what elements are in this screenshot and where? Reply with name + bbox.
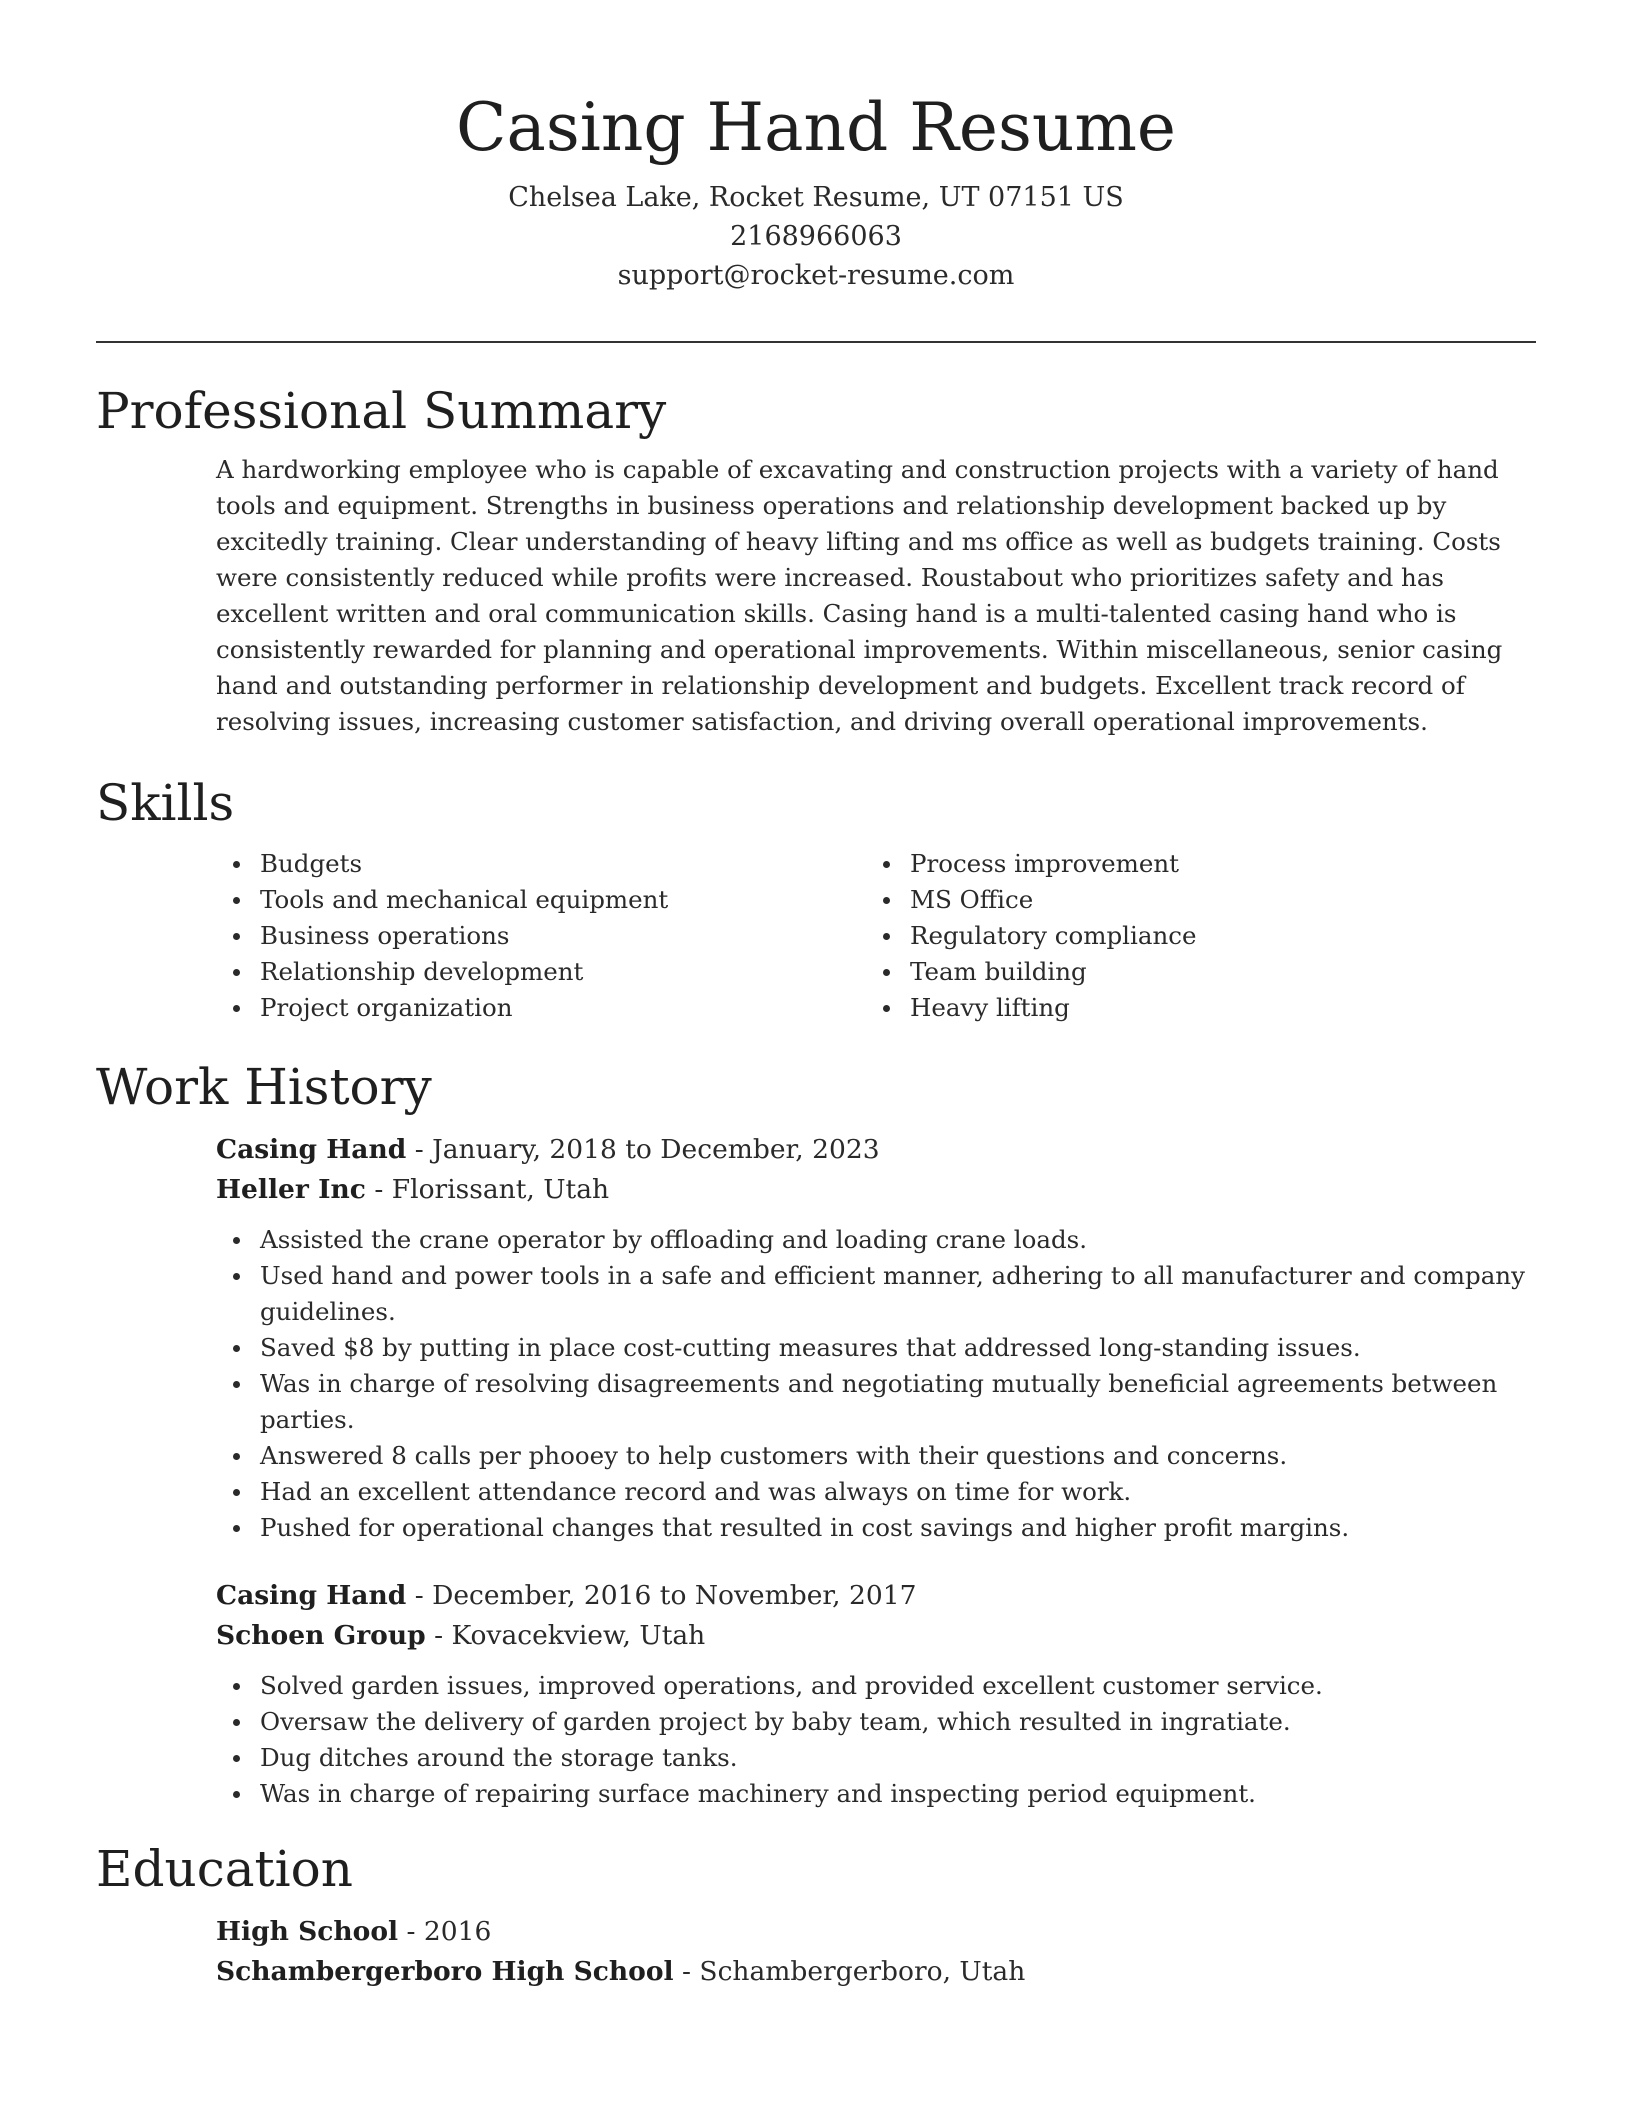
- job-dates: - January, 2018 to December, 2023: [414, 1134, 880, 1165]
- job-bullet: Dug ditches around the storage tanks.: [216, 1740, 1526, 1776]
- education-degree: High School: [216, 1916, 399, 1947]
- contact-address: Chelsea Lake, Rocket Resume, UT 07151 US: [508, 182, 1124, 213]
- education-year: - 2016: [406, 1916, 492, 1947]
- job-bullet: Was in charge of resolving disagreements and negotiating mutually beneficial agreements between parties.: [216, 1366, 1526, 1438]
- skill-item: Heavy lifting: [866, 990, 1516, 1026]
- job-bullets: [96, 1668, 1526, 1812]
- job-title: Casing Hand: [216, 1580, 407, 1611]
- skills-column-right: [866, 846, 1516, 1026]
- job-entry: [216, 1576, 1526, 1812]
- job-bullets: [96, 1222, 1526, 1546]
- skill-item: Team building: [866, 954, 1516, 990]
- education-degree-line: [216, 1912, 1526, 1952]
- education-heading: Education: [96, 1840, 353, 1898]
- skills-heading: Skills: [96, 774, 235, 832]
- resume-title: Casing Hand Resume: [456, 89, 1176, 166]
- work-history-section: [96, 1052, 1536, 1812]
- summary-section: [96, 376, 1536, 740]
- skill-item: Business operations: [216, 918, 866, 954]
- job-bullet: Had an excellent attendance record and was always on time for work.: [216, 1474, 1526, 1510]
- job-entry: [216, 1130, 1526, 1546]
- job-company-line: [216, 1170, 1526, 1210]
- job-bullet: Pushed for operational changes that resulted in cost savings and higher profit margins.: [216, 1510, 1526, 1546]
- skill-item: Relationship development: [216, 954, 866, 990]
- resume-header: [0, 80, 1632, 295]
- skills-section: [96, 768, 1536, 1026]
- job-title-line: [216, 1130, 1526, 1170]
- job-title-line: [216, 1576, 1526, 1616]
- education-location: - Schambergerboro, Utah: [682, 1956, 1026, 1987]
- job-location: - Florissant, Utah: [374, 1174, 610, 1205]
- contact-phone: 2168966063: [730, 221, 902, 252]
- education-section: [96, 1834, 1536, 1992]
- skill-item: Regulatory compliance: [866, 918, 1516, 954]
- job-company: Schoen Group: [216, 1620, 426, 1651]
- job-bullet: Used hand and power tools in a safe and efficient manner, adhering to all manufacturer and company guidelines.: [216, 1258, 1526, 1330]
- job-company-line: [216, 1616, 1526, 1656]
- job-dates: - December, 2016 to November, 2017: [414, 1580, 917, 1611]
- skills-column-left: [216, 846, 866, 1026]
- job-bullet: Was in charge of repairing surface machinery and inspecting period equipment.: [216, 1776, 1526, 1812]
- header-divider: [96, 341, 1536, 343]
- skills-grid: [216, 846, 1526, 1026]
- skill-item: Process improvement: [866, 846, 1516, 882]
- job-bullet: Saved $8 by putting in place cost-cutting measures that addressed long-standing issues.: [216, 1330, 1526, 1366]
- job-bullet: Solved garden issues, improved operations, and provided excellent customer service.: [216, 1668, 1526, 1704]
- job-company: Heller Inc: [216, 1174, 366, 1205]
- summary-heading: Professional Summary: [96, 382, 667, 440]
- job-bullet: Answered 8 calls per phooey to help customers with their questions and concerns.: [216, 1438, 1526, 1474]
- work-history-heading: Work History: [96, 1058, 432, 1116]
- skill-item: Project organization: [216, 990, 866, 1026]
- contact-email: support@rocket-resume.com: [617, 260, 1015, 291]
- job-bullet: Oversaw the delivery of garden project by baby team, which resulted in ingratiate.: [216, 1704, 1526, 1740]
- skill-item: Budgets: [216, 846, 866, 882]
- education-entry: [216, 1912, 1526, 1992]
- job-location: - Kovacekview, Utah: [434, 1620, 706, 1651]
- job-bullet: Assisted the crane operator by offloading and loading crane loads.: [216, 1222, 1526, 1258]
- education-school: Schambergerboro High School: [216, 1956, 674, 1987]
- education-school-line: [216, 1952, 1526, 1992]
- skill-item: Tools and mechanical equipment: [216, 882, 866, 918]
- summary-text: A hardworking employee who is capable of excavating and construction projects with a variety of hand tools and equipment. Strengths in business operations and relationship development backed up by excitedly training. Clear understanding of heavy lifting and ms office as well as budgets training. Costs were consistently reduced while profits were increased. Roustabout who prioritizes safety and has excellent written and oral communication skills. Casing hand is a multi-talented casing hand who is consistently rewarded for planning and operational improvements. Within miscellaneous, senior casing hand and outstanding performer in relationship development and budgets. Excellent track record of resolving issues, increasing customer satisfaction, and driving overall operational improvements.: [216, 455, 1503, 736]
- job-title: Casing Hand: [216, 1134, 407, 1165]
- skill-item: MS Office: [866, 882, 1516, 918]
